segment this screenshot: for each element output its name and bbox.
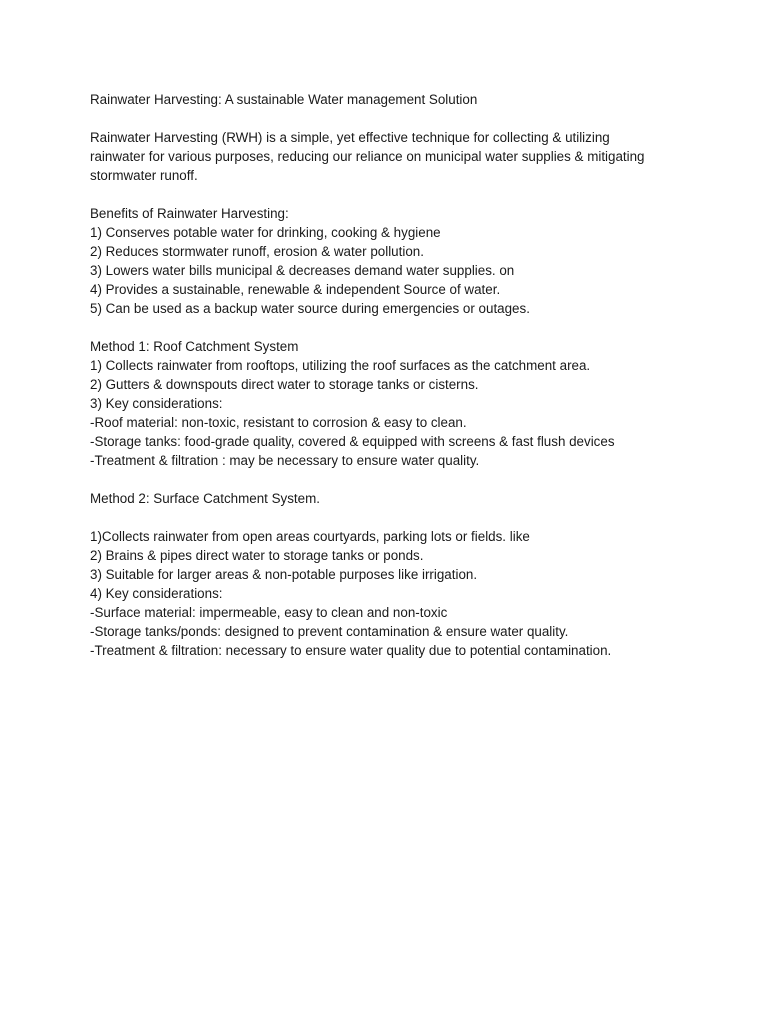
benefit-item: 2) Reduces stormwater runoff, erosion & water pollution. <box>90 244 424 259</box>
spacer <box>90 185 730 204</box>
method2-item: 2) Brains & pipes direct water to storage tanks or ponds. <box>90 548 424 563</box>
document-title: Rainwater Harvesting: A sustainable Water management Solution <box>90 92 478 107</box>
intro-line: stormwater runoff. <box>90 168 198 183</box>
method2-item: 3) Suitable for larger areas & non-potable purposes like irrigation. <box>90 567 478 582</box>
method2-item: -Surface material: impermeable, easy to clean and non-toxic <box>90 605 448 620</box>
method1-heading: Method 1: Roof Catchment System <box>90 339 299 354</box>
method2-item: -Storage tanks/ponds: designed to prevent contamination & ensure water quality. <box>90 624 569 639</box>
method2-heading: Method 2: Surface Catchment System. <box>90 491 320 506</box>
spacer <box>90 470 730 489</box>
spacer <box>90 318 730 337</box>
method1-item: 2) Gutters & downspouts direct water to storage tanks or cisterns. <box>90 377 479 392</box>
method2-item: 4) Key considerations: <box>90 586 223 601</box>
benefit-item: 5) Can be used as a backup water source during emergencies or outages. <box>90 301 530 316</box>
benefit-item: 1) Conserves potable water for drinking, cooking & hygiene <box>90 225 441 240</box>
benefits-heading: Benefits of Rainwater Harvesting: <box>90 206 289 221</box>
method1-item: -Treatment & filtration : may be necessary to ensure water quality. <box>90 453 480 468</box>
method1-item: -Roof material: non-toxic, resistant to corrosion & easy to clean. <box>90 415 467 430</box>
method2-item: -Treatment & filtration: necessary to ensure water quality due to potential contamination. <box>90 643 612 658</box>
method1-item: 1) Collects rainwater from rooftops, utilizing the roof surfaces as the catchment area. <box>90 358 591 373</box>
spacer <box>90 109 730 128</box>
benefit-item: 3) Lowers water bills municipal & decreases demand water supplies. on <box>90 263 515 278</box>
method1-item: -Storage tanks: food-grade quality, covered & equipped with screens & fast flush devices <box>90 434 615 449</box>
intro-line: Rainwater Harvesting (RWH) is a simple, yet effective technique for collecting & utilizing <box>90 130 610 145</box>
intro-line: rainwater for various purposes, reducing our reliance on municipal water supplies & mitigating <box>90 149 645 164</box>
method2-item: 1)Collects rainwater from open areas courtyards, parking lots or fields. like <box>90 529 530 544</box>
document-page <box>90 90 730 660</box>
spacer <box>90 508 730 527</box>
benefit-item: 4) Provides a sustainable, renewable & independent Source of water. <box>90 282 501 297</box>
method1-item: 3) Key considerations: <box>90 396 223 411</box>
